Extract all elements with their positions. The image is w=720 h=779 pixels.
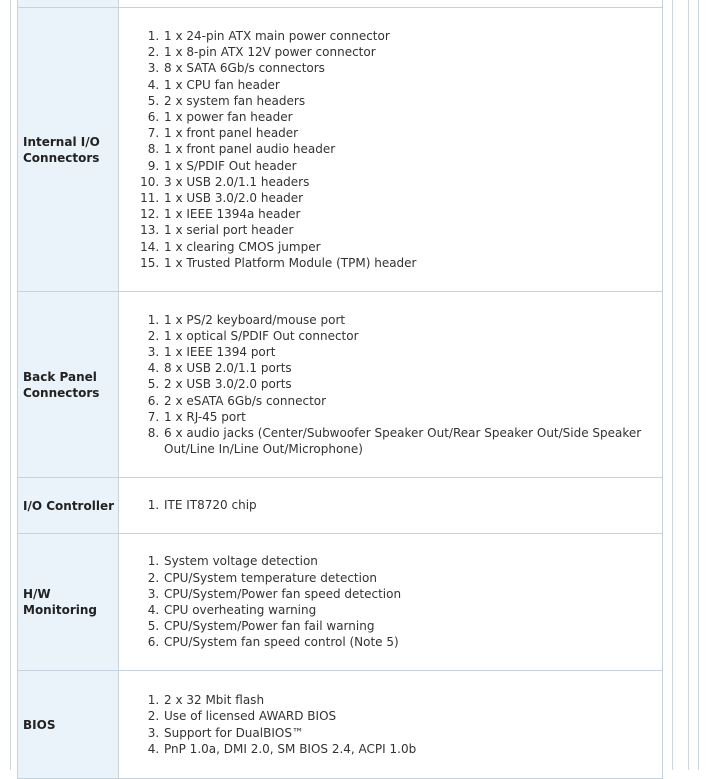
list-item: 14. 1 x clearing CMOS jumper: [163, 239, 662, 255]
list-item: 4. CPU overheating warning: [163, 602, 662, 618]
list-item: 13. 1 x serial port header: [163, 222, 662, 238]
section-content-io-controller: [119, 478, 663, 534]
section-content-bios: [119, 671, 663, 779]
list-item: 8. 6 x audio jacks (Center/Subwoofer Speaker Out/Rear Speaker Out/Side Speaker Out/Line In/Line Out/Microphone): [163, 425, 662, 457]
list-item: 5. CPU/System/Power fan fail warning: [163, 618, 662, 634]
section-label-bios: BIOS: [18, 671, 119, 779]
specification-table: [17, 0, 663, 779]
previous-section-content-cell: [119, 0, 663, 8]
list-item: 12. 1 x IEEE 1394a header: [163, 206, 662, 222]
list-item: 2. CPU/System temperature detection: [163, 570, 662, 586]
list-item: 1. ITE IT8720 chip: [163, 497, 662, 513]
list-item: 1. 1 x PS/2 keyboard/mouse port: [163, 312, 662, 328]
table-row-hw-monitoring: [18, 534, 663, 671]
bios-list: [119, 692, 662, 757]
table-row-bios: [18, 671, 663, 779]
section-label-back-panel: Back Panel Connectors: [18, 292, 119, 478]
list-item: 2. 1 x optical S/PDIF Out connector: [163, 328, 662, 344]
list-item: 6. 1 x power fan header: [163, 109, 662, 125]
list-item: 8. 1 x front panel audio header: [163, 141, 662, 157]
table-row-io-controller: [18, 478, 663, 534]
table-row-back-panel: [18, 292, 663, 478]
section-content-back-panel: [119, 292, 663, 478]
table-row-internal-io: [18, 8, 663, 292]
list-item: 2. 1 x 8-pin ATX 12V power connector: [163, 44, 662, 60]
list-item: 1. 1 x 24-pin ATX main power connector: [163, 28, 662, 44]
hw-monitoring-list: [119, 553, 662, 650]
list-item: 6. CPU/System fan speed control (Note 5): [163, 634, 662, 650]
list-item: 5. 2 x USB 3.0/2.0 ports: [163, 376, 662, 392]
list-item: 1. 2 x 32 Mbit flash: [163, 692, 662, 708]
list-item: 11. 1 x USB 3.0/2.0 header: [163, 190, 662, 206]
page-border-left: [10, 0, 11, 770]
list-item: 9. 1 x S/PDIF Out header: [163, 158, 662, 174]
list-item: 6. 2 x eSATA 6Gb/s connector: [163, 393, 662, 409]
section-label-io-controller: I/O Controller: [18, 478, 119, 534]
list-item: 3. 8 x SATA 6Gb/s connectors: [163, 60, 662, 76]
internal-io-list: [119, 28, 662, 271]
list-item: 3. CPU/System/Power fan speed detection: [163, 586, 662, 602]
list-item: 4. 8 x USB 2.0/1.1 ports: [163, 360, 662, 376]
list-item: 10. 3 x USB 2.0/1.1 headers: [163, 174, 662, 190]
page-border-right: [672, 0, 673, 770]
list-item: 5. 2 x system fan headers: [163, 93, 662, 109]
scroll-track-right-edge: [698, 0, 699, 770]
list-item: 3. Support for DualBIOS™: [163, 725, 662, 741]
list-item: 15. 1 x Trusted Platform Module (TPM) header: [163, 255, 662, 271]
section-label-internal-io: Internal I/O Connectors: [18, 8, 119, 292]
list-item: 1. System voltage detection: [163, 553, 662, 569]
scroll-track-left-edge: [688, 0, 689, 770]
list-item: 2. Use of licensed AWARD BIOS: [163, 708, 662, 724]
previous-section-label-cell: [18, 0, 119, 8]
section-content-hw-monitoring: [119, 534, 663, 671]
back-panel-list: [119, 312, 662, 458]
section-content-internal-io: [119, 8, 663, 292]
list-item: 3. 1 x IEEE 1394 port: [163, 344, 662, 360]
list-item: 7. 1 x front panel header: [163, 125, 662, 141]
list-item: 4. PnP 1.0a, DMI 2.0, SM BIOS 2.4, ACPI 1.0b: [163, 741, 662, 757]
list-item: 7. 1 x RJ-45 port: [163, 409, 662, 425]
section-label-hw-monitoring: H/W Monitoring: [18, 534, 119, 671]
io-controller-list: [119, 497, 662, 513]
table-row-previous: [18, 0, 663, 8]
list-item: 4. 1 x CPU fan header: [163, 77, 662, 93]
